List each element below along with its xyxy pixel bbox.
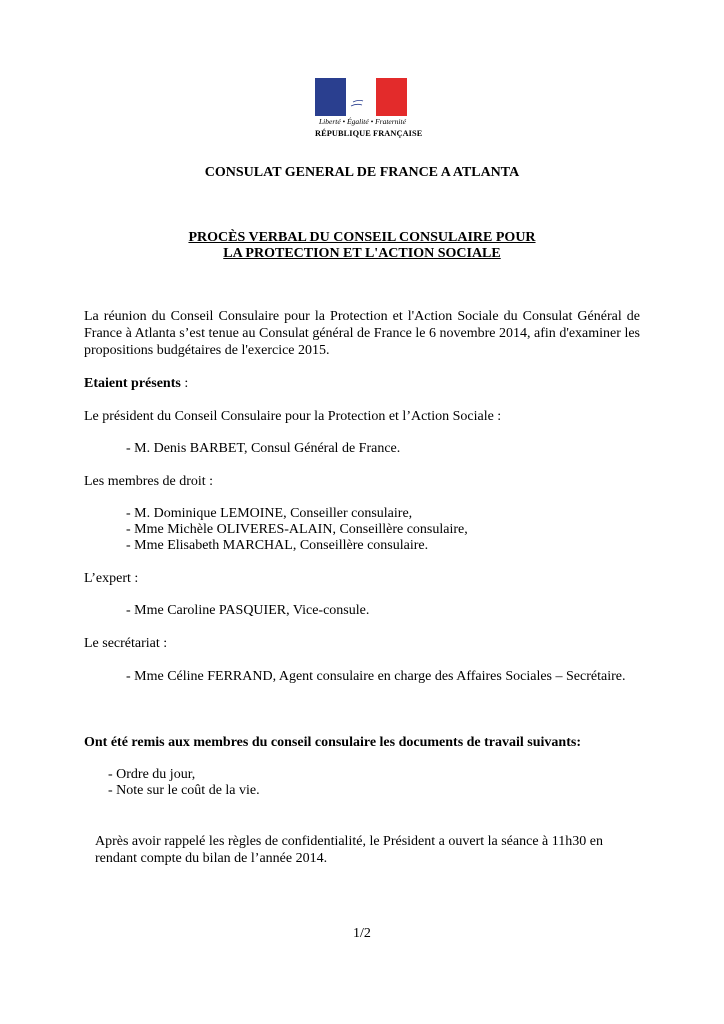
page-number: 1/2 (353, 926, 371, 941)
marianne-logo (315, 78, 423, 144)
expert-label: L’expert : (84, 571, 139, 586)
member-entry: - Mme Elisabeth MARCHAL, Conseillère consulaire. (126, 538, 429, 553)
document-title-line2: LA PROTECTION ET L'ACTION SOCIALE (223, 246, 501, 261)
members-label: Les membres de droit : (84, 474, 214, 489)
member-entry: - M. Dominique LEMOINE, Conseiller consulaire, (126, 506, 413, 521)
document-title-line1: PROCÈS VERBAL DU CONSEIL CONSULAIRE POUR (188, 230, 536, 245)
consulate-heading: CONSULAT GENERAL DE FRANCE A ATLANTA (204, 165, 520, 180)
document-item: - Ordre du jour, (108, 767, 196, 782)
intro-paragraph: La réunion du Conseil Consulaire pour la Protection et l'Action Sociale du Consulat Général de France à Atlanta s’est tenue au Consulat général de France le 6 novembre 2014, afin d'examiner les propositions budgétaires de l'exercice 2015. (84, 309, 640, 358)
documents-heading: Ont été remis aux membres du conseil consulaire les documents de travail suivants: (84, 735, 581, 750)
expert-entry: - Mme Caroline PASQUIER, Vice-consule. (126, 603, 370, 618)
present-heading: Etaient présents (84, 376, 181, 391)
logo-republic-text: RÉPUBLIQUE FRANÇAISE (315, 129, 423, 138)
logo-motto: Liberté • Égalité • Fraternité (319, 117, 406, 126)
present-heading-suffix: : (180, 376, 189, 391)
secretariat-entry: - Mme Céline FERRAND, Agent consulaire en charge des Affaires Sociales – Secrétaire. (126, 669, 626, 684)
president-entry: - M. Denis BARBET, Consul Général de France. (126, 441, 401, 456)
secretariat-label: Le secrétariat : (84, 636, 168, 651)
document-item: - Note sur le coût de la vie. (108, 783, 260, 798)
marianne-flag-icon (315, 78, 407, 116)
president-label: Le président du Conseil Consulaire pour la Protection et l’Action Sociale : (84, 409, 502, 424)
present-heading-line (84, 375, 188, 392)
member-entry: - Mme Michèle OLIVERES-ALAIN, Conseillère consulaire, (126, 522, 468, 537)
closing-paragraph: Après avoir rappelé les règles de confidentialité, le Président a ouvert la séance à 11h30 en rendant compte du bilan de l’année 2014. (95, 834, 603, 866)
